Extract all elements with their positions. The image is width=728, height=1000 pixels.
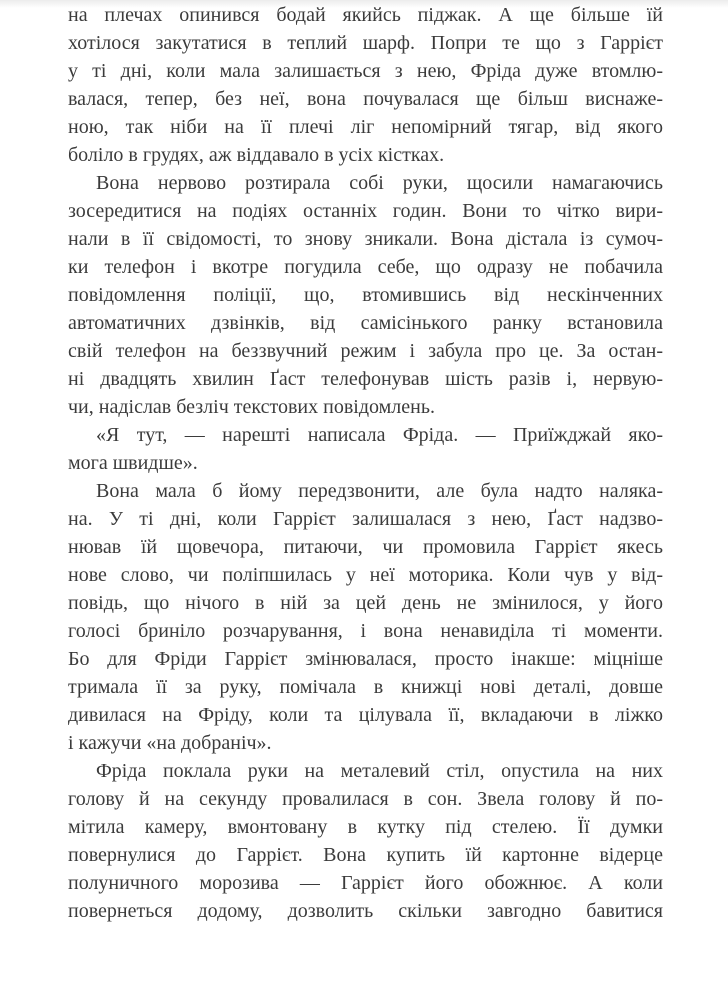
- text-line: хотілося закутатися в теплий шарф. Попри те що з Гаррієт: [68, 32, 663, 54]
- text-line: боліло в грудях, аж віддавало в усіх кістках.: [68, 144, 445, 166]
- text-line: повідь, що нічого в ній за цей день не змінилося, у його: [68, 592, 663, 614]
- text-line: ки телефон і вкотре погудила себе, що одразу не побачила: [68, 256, 663, 278]
- text-line: Вона нервово розтирала собі руки, щосили намагаючись: [96, 172, 663, 194]
- text-line: зосередитися на подіях останніх годин. Вони то чітко вири-: [68, 200, 663, 222]
- text-line: нали в її свідомості, то знову зникали. Вона дістала із сумоч-: [68, 228, 663, 250]
- text-line: повернеться додому, дозволить скільки завгодно бавитися: [68, 900, 663, 922]
- text-line: повідомлення поліції, що, втомившись від нескінченних: [68, 284, 663, 306]
- text-line: голову й на секунду провалилася в сон. Звела голову й по-: [68, 788, 663, 810]
- text-line: нове слово, чи поліпшилась у неї моторика. Коли чув у від-: [68, 564, 663, 586]
- text-line: Вона мала б йому передзвонити, але була надто наляка-: [96, 480, 663, 502]
- text-line: тримала її за руку, помічала в книжці нові деталі, довше: [68, 676, 663, 698]
- paragraph: [68, 757, 663, 925]
- text-line: Фріда поклала руки на металевий стіл, опустила на них: [96, 760, 663, 782]
- paragraph: [68, 169, 663, 421]
- text-line: ною, так ніби на її плечі ліг непомірний тягар, від якого: [68, 116, 663, 138]
- text-line: на плечах опинився бодай якийсь піджак. А ще більше їй: [68, 4, 663, 26]
- text-line: полуничного морозива — Гаррієт його обожнює. А коли: [68, 872, 663, 894]
- paragraph: [68, 1, 663, 169]
- text-line: повернулися до Гаррієт. Вона купить їй картонне відерце: [68, 844, 663, 866]
- text-line: валася, тепер, без неї, вона почувалася ще більш виснаже-: [68, 88, 663, 110]
- text-line: Бо для Фріди Гаррієт змінювалася, просто інакше: міцніше: [68, 648, 663, 670]
- text-line: у ті дні, коли мала залишається з нею, Фріда дуже втомлю-: [68, 60, 663, 82]
- text-line: свій телефон на беззвучний режим і забула про це. За остан-: [68, 340, 663, 362]
- text-line: автоматичних дзвінків, від самісінького ранку встановила: [68, 312, 663, 334]
- text-line: нював їй щовечора, питаючи, чи промовила Гаррієт якесь: [68, 536, 663, 558]
- text-line: мога швидше».: [68, 452, 198, 474]
- text-line: на. У ті дні, коли Гаррієт залишалася з нею, Ґаст надзво-: [68, 508, 663, 530]
- paragraph: [68, 421, 663, 477]
- text-line: дивилася на Фріду, коли та цілувала її, вкладаючи в ліжко: [68, 704, 663, 726]
- text-line: «Я тут, — нарешті написала Фріда. — Приїжджай яко-: [96, 424, 663, 446]
- text-line: голосі бриніло розчарування, і вона ненавиділа ті моменти.: [68, 620, 663, 642]
- book-page-text: [68, 1, 663, 925]
- text-line: чи, надіслав безліч текстових повідомлень.: [68, 396, 435, 418]
- text-line: і кажучи «на добраніч».: [68, 732, 272, 754]
- text-line: мітила камеру, вмонтовану в кутку під стелею. Її думки: [68, 816, 663, 838]
- paragraph: [68, 477, 663, 757]
- text-line: ні двадцять хвилин Ґаст телефонував шість разів і, нервую-: [68, 368, 663, 390]
